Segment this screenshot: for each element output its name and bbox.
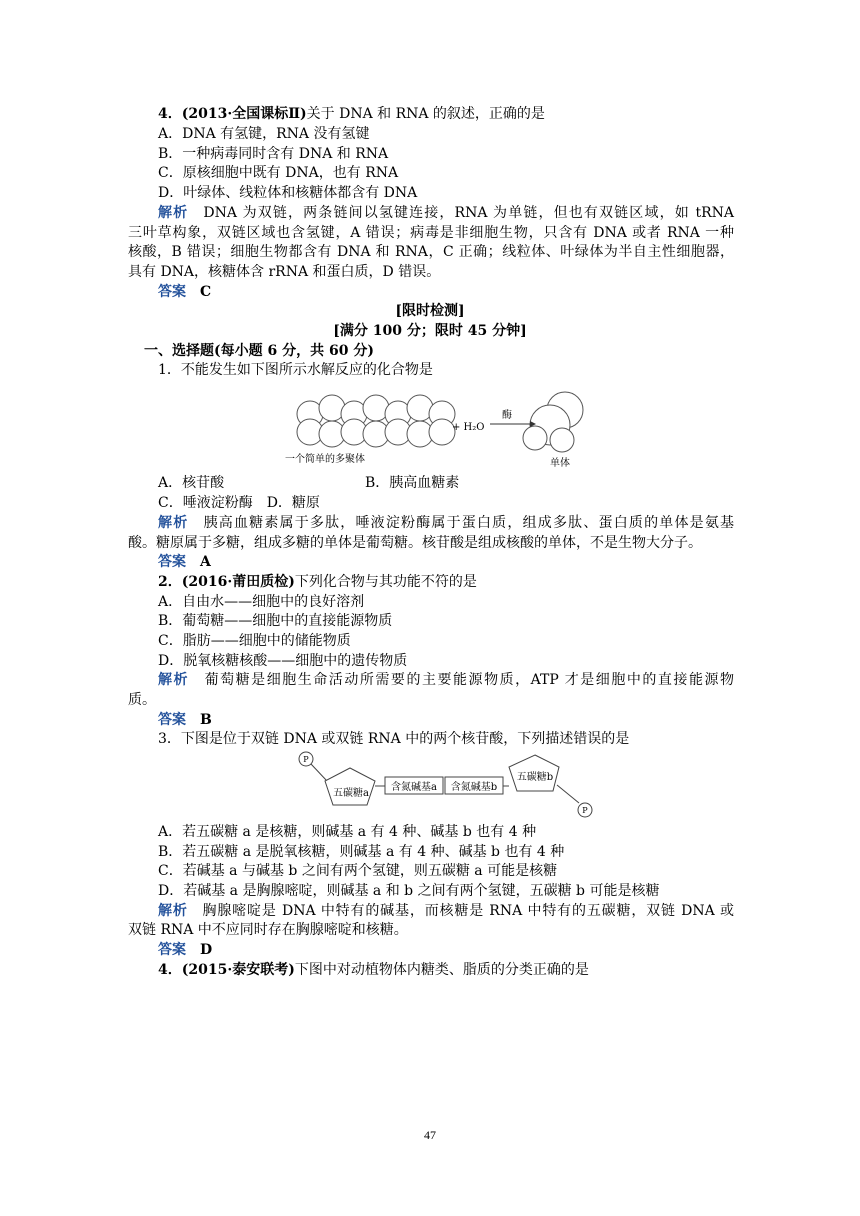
option-a: A．自由水——细胞中的良好溶剂 [158,594,365,610]
analysis-line: 解析 DNA 为双链，两条链间以氢键连接，RNA 为单链，但也有双链区域，如 tRNA [158,205,734,221]
option-cd: C．唾液淀粉酶 D．糖原 [158,495,320,511]
question-stem: 3．下图是位于双链 DNA 或双链 RNA 中的两个核苷酸，下列描述错误的是 [158,731,630,747]
option-c: C．脂肪——细胞中的储能物质 [158,633,351,649]
option-b: B．葡萄糖——细胞中的直接能源物质 [158,613,393,629]
analysis-line: 质。 [128,692,156,708]
analysis-line: 具有 DNA，核糖体含 rRNA 和蛋白质，D 错误。 [128,264,441,280]
analysis-label: 解析 [158,672,190,688]
answer-line: 答案 C [158,284,212,300]
answer-label: 答案 [158,284,186,300]
base-a-label: 含氮碱基a [391,782,437,793]
question-stem: 2．(2016·莆田质检)下列化合物与其功能不符的是 [158,574,477,590]
answer-line: 答案 B [158,712,212,728]
option-c: C．若碱基 a 与碱基 b 之间有两个氢键，则五碳糖 a 可能是核糖 [158,863,558,879]
analysis-label: 解析 [158,205,189,221]
analysis-line: 酸。糖原属于多糖，组成多糖的单体是葡萄糖。核苷酸是组成核酸的单体，不是生物大分子。 [128,535,702,551]
option-b: B．一种病毒同时含有 DNA 和 RNA [158,146,389,162]
question-stem: 4．(2013·全国课标Ⅱ)关于 DNA 和 RNA 的叙述，正确的是 [158,106,545,122]
phosphate-label: P [582,806,588,815]
pentose-a-shape [325,768,375,805]
section-heading: 一、选择题(每小题 6 分，共 60 分) [144,343,374,359]
analysis-line: 双链 RNA 中不应同时存在胸腺嘧啶和核糖。 [128,922,408,938]
analysis-line: 核酸，B 错误；细胞生物都含有 DNA 和 RNA，C 正确；线粒体、叶绿体为半自主性细胞器， [128,244,734,260]
analysis-line: 解析 葡萄糖是细胞生命活动所需要的主要能源物质，ATP 才是细胞中的直接能源物 [158,672,735,688]
option-b: B．胰高血糖素 [365,475,460,491]
sugar-b-label: 五碳糖b [516,772,554,783]
option-a: A．DNA 有氢键，RNA 没有氢键 [158,126,370,142]
water-label: + H₂O [452,422,485,433]
test-title: [限时检测] [395,303,465,319]
analysis-line: 解析 胸腺嘧啶是 DNA 中特有的碱基，而核糖是 RNA 中特有的五碳糖，双链 DNA 或 [158,903,735,919]
monomer-label: 单体 [550,458,570,469]
analysis-label: 解析 [158,903,188,919]
base-b-label: 含氮碱基b [450,782,498,793]
answer-line: 答案 D [158,942,213,958]
answer-label: 答案 [158,942,186,958]
option-d: D．脱氧核糖核酸——细胞中的遗传物质 [158,653,408,669]
option-d: D．叶绿体、线粒体和核糖体都含有 DNA [158,185,418,201]
analysis-line: 三叶草构象，双链区域也含氢键，A 错误；病毒是非细胞生物，只含有 DNA 或者 RNA 一种 [128,225,734,241]
option-b: B．若五碳糖 a 是脱氧核糖，则碱基 a 有 4 种、碱基 b 也有 4 种 [158,844,565,860]
analysis-label: 解析 [158,515,189,531]
option-a: A．核苷酸 [158,475,225,491]
option-d: D．若碱基 a 是胸腺嘧啶，则碱基 a 和 b 之间有两个氢键，五碳糖 b 可能是核糖 [158,883,660,899]
question-stem: 1．不能发生如下图所示水解反应的化合物是 [158,362,433,378]
answer-label: 答案 [158,554,186,570]
sugar-a-label: 五碳糖a [333,788,369,799]
answer-line: 答案 A [158,554,211,570]
test-subtitle: [满分 100 分；限时 45 分钟] [333,323,527,339]
hydrolysis-figure [280,380,610,472]
enzyme-label: 酶 [502,410,512,421]
analysis-line: 解析 胰高血糖素属于多肽，唾液淀粉酶属于蛋白质，组成多肽、蛋白质的单体是氨基 [158,515,735,531]
polymer-label: 一个简单的多聚体 [285,454,365,465]
answer-label: 答案 [158,712,186,728]
option-a: A．若五碳糖 a 是核糖，则碱基 a 有 4 种、碱基 b 也有 4 种 [158,824,537,840]
phosphate-label: P [303,755,309,764]
option-c: C．原核细胞中既有 DNA，也有 RNA [158,165,399,181]
page-number: 47 [424,1128,436,1142]
nucleotide-figure [295,749,600,821]
question-stem: 4．(2015·泰安联考)下图中对动植物体内糖类、脂质的分类正确的是 [158,962,589,978]
